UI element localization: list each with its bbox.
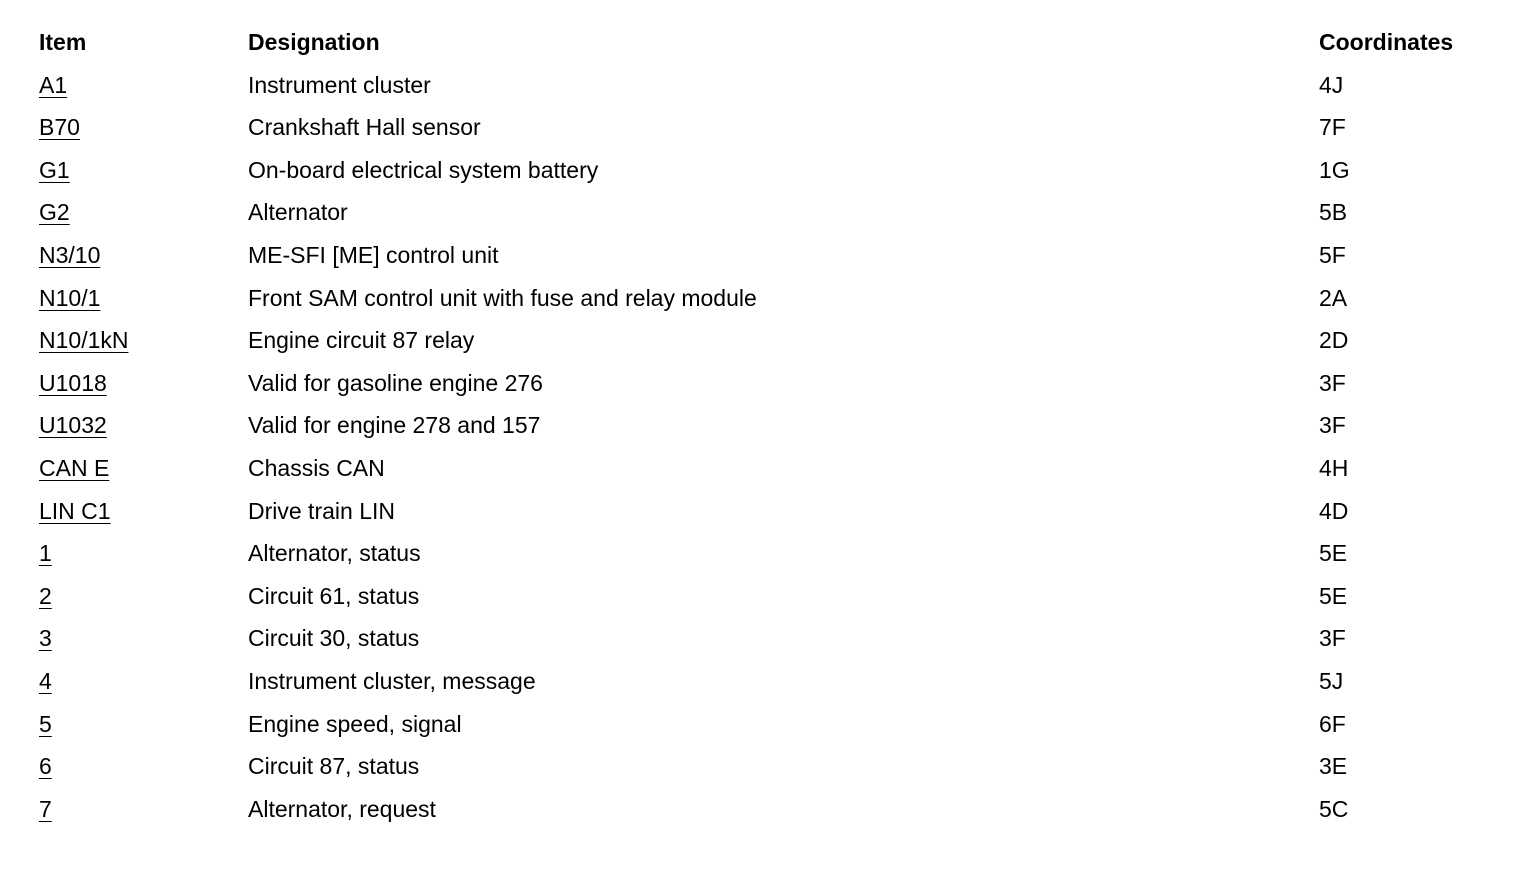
item-link[interactable]: 5 — [39, 710, 52, 737]
header-coordinates: Coordinates — [1319, 29, 1454, 55]
designation-cell: Circuit 61, status — [248, 582, 420, 609]
item-cell — [39, 106, 248, 149]
item-cell — [39, 277, 248, 320]
table-row — [39, 191, 1499, 234]
designation-cell: Engine circuit 87 relay — [248, 327, 475, 354]
table-row — [39, 404, 1499, 447]
coordinates-cell: 6F — [1319, 710, 1346, 737]
item-cell — [39, 788, 248, 831]
item-link[interactable]: 6 — [39, 753, 52, 780]
item-link[interactable]: LIN C1 — [39, 497, 111, 524]
coordinates-cell: 3F — [1319, 369, 1346, 396]
designation-cell: Crankshaft Hall sensor — [248, 114, 481, 141]
designation-cell: Front SAM control unit with fuse and relay module — [248, 284, 757, 311]
header-item: Item — [39, 29, 87, 55]
designation-cell: Alternator — [248, 199, 348, 226]
designation-cell: Drive train LIN — [248, 497, 395, 524]
coordinates-cell: 4H — [1319, 454, 1349, 481]
table-row — [39, 490, 1499, 533]
coordinates-cell: 7F — [1319, 114, 1346, 141]
item-link[interactable]: CAN E — [39, 454, 110, 481]
table-row — [39, 234, 1499, 277]
item-cell — [39, 149, 248, 192]
table-row — [39, 447, 1499, 490]
item-cell — [39, 191, 248, 234]
designation-cell: Engine speed, signal — [248, 710, 462, 737]
item-link[interactable]: 3 — [39, 625, 52, 652]
item-cell — [39, 575, 248, 618]
table-row — [39, 362, 1499, 405]
coordinates-cell: 5F — [1319, 241, 1346, 268]
item-link[interactable]: 1 — [39, 540, 52, 567]
item-link[interactable]: B70 — [39, 114, 80, 141]
table-row — [39, 532, 1499, 575]
designation-cell: Valid for engine 278 and 157 — [248, 412, 541, 439]
item-cell — [39, 490, 248, 533]
coordinates-cell: 5E — [1319, 540, 1348, 567]
designation-cell: Chassis CAN — [248, 454, 385, 481]
item-link[interactable]: U1018 — [39, 369, 107, 396]
designation-cell: ME-SFI [ME] control unit — [248, 241, 499, 268]
item-link[interactable]: U1032 — [39, 412, 107, 439]
designation-cell: Circuit 87, status — [248, 753, 420, 780]
item-link[interactable]: 2 — [39, 582, 52, 609]
item-link[interactable]: 7 — [39, 795, 52, 822]
item-link[interactable]: N3/10 — [39, 241, 101, 268]
item-cell — [39, 532, 248, 575]
item-cell — [39, 404, 248, 447]
item-cell — [39, 362, 248, 405]
table-row — [39, 106, 1499, 149]
item-link[interactable]: A1 — [39, 71, 68, 98]
coordinates-cell: 3E — [1319, 753, 1348, 780]
table-row — [39, 788, 1499, 831]
table-row — [39, 149, 1499, 192]
table-row — [39, 745, 1499, 788]
item-cell — [39, 319, 248, 362]
table-row — [39, 575, 1499, 618]
table-body — [39, 64, 1499, 831]
legend-table — [39, 21, 1499, 830]
item-cell — [39, 234, 248, 277]
item-cell — [39, 660, 248, 703]
item-cell — [39, 703, 248, 746]
designation-cell: Circuit 30, status — [248, 625, 420, 652]
item-cell — [39, 64, 248, 107]
coordinates-cell: 5E — [1319, 582, 1348, 609]
item-cell — [39, 745, 248, 788]
designation-cell: Instrument cluster — [248, 71, 431, 98]
coordinates-cell: 5J — [1319, 667, 1344, 694]
item-link[interactable]: N10/1 — [39, 284, 101, 311]
coordinates-cell: 3F — [1319, 412, 1346, 439]
coordinates-cell: 5B — [1319, 199, 1348, 226]
table-row — [39, 319, 1499, 362]
designation-cell: Alternator, request — [248, 795, 436, 822]
table-header-row — [39, 21, 1499, 64]
table-row — [39, 703, 1499, 746]
coordinates-cell: 1G — [1319, 156, 1350, 183]
header-designation: Designation — [248, 29, 380, 55]
item-link[interactable]: 4 — [39, 667, 52, 694]
designation-cell: Alternator, status — [248, 540, 421, 567]
table-row — [39, 617, 1499, 660]
coordinates-cell: 4D — [1319, 497, 1349, 524]
coordinates-cell: 5C — [1319, 795, 1349, 822]
coordinates-cell: 2D — [1319, 327, 1349, 354]
item-cell — [39, 447, 248, 490]
coordinates-cell: 2A — [1319, 284, 1348, 311]
item-link[interactable]: N10/1kN — [39, 327, 129, 354]
table-row — [39, 660, 1499, 703]
table-row — [39, 277, 1499, 320]
item-link[interactable]: G1 — [39, 156, 70, 183]
coordinates-cell: 4J — [1319, 71, 1344, 98]
designation-cell: Valid for gasoline engine 276 — [248, 369, 543, 396]
item-cell — [39, 617, 248, 660]
designation-cell: Instrument cluster, message — [248, 667, 536, 694]
coordinates-cell: 3F — [1319, 625, 1346, 652]
item-link[interactable]: G2 — [39, 199, 70, 226]
designation-cell: On-board electrical system battery — [248, 156, 599, 183]
table-row — [39, 64, 1499, 107]
